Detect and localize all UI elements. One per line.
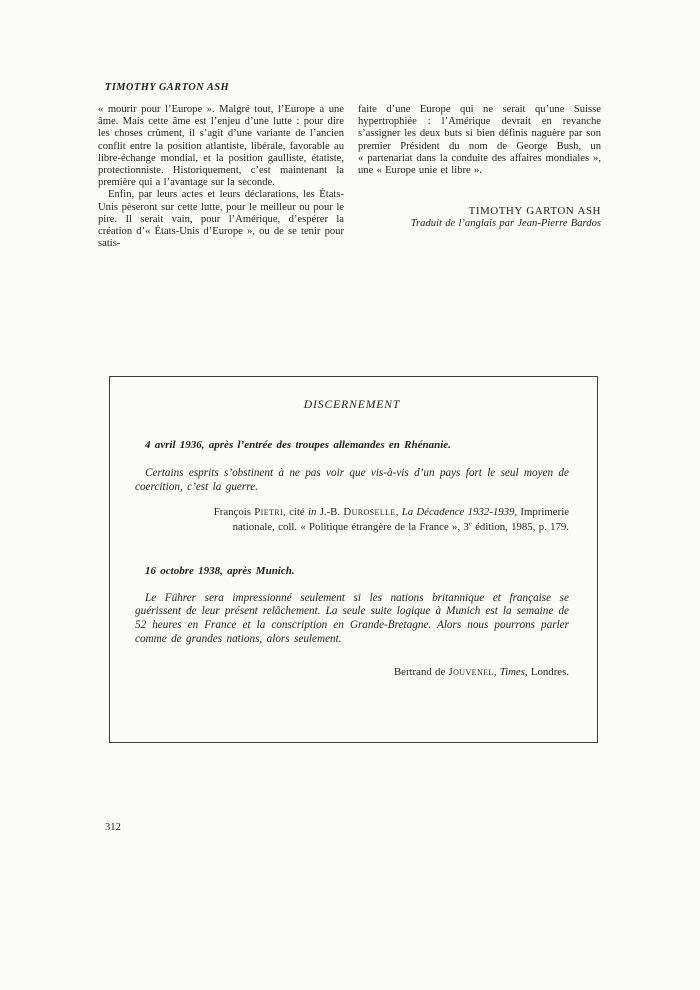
article-paragraph: faite d’une Europe qui ne serait qu’une Suisse hypertrophiée : l’Amérique devrait en revanche s’assigner les deux buts si bien définis naguère par son premier Président du nom de George Bush, un « partenariat dans la conduite des affaires mondiales », une « Europe unie et libre ». (358, 104, 601, 177)
running-head: TIMOTHY GARTON ASH (105, 82, 230, 93)
quote-section-1936 (135, 439, 569, 535)
author-name: TIMOTHY GARTON ASH (468, 205, 601, 218)
quote-section-1938 (135, 565, 569, 680)
right-column (358, 104, 601, 231)
quote-heading: 4 avril 1936, après l’entrée des troupes allemandes en Rhénanie. (145, 439, 451, 451)
author-signature (358, 205, 601, 230)
discernement-box (109, 376, 598, 743)
quote-citation: François Pietri, cité in J.-B. Duroselle, La Décadence 1932-1939, Imprimerie nationale, coll. « Politique étrangère de la France », 3e édition, 1985, p. 179. (213, 506, 569, 533)
quote-heading: 16 octobre 1938, après Munich. (145, 564, 295, 577)
box-title: DISCERNEMENT (303, 398, 401, 411)
quote-citation: Bertrand de Jouvenel, Times, Londres. (393, 666, 569, 679)
quote-text: Certains esprits s’obstinent à ne pas voir que vis-à-vis d’un pays fort le seul moyen de coercition, c’est la guerre. (135, 467, 569, 493)
left-column (98, 104, 344, 250)
quote-text: Le Führer sera impressionné seulement si les nations britannique et française se guérissent de leur présent relâchement. La seule suite logique à Munich est la semaine de 52 heures en France et la conscription en Grande-Bretagne. Alors nous pourrons parler comme de grandes nations, alors seulement. (135, 591, 569, 645)
translator-credit: Traduit de l’anglais par Jean-Pierre Bardos (410, 218, 601, 230)
page-number: 312 (105, 822, 121, 833)
article-paragraph: « mourir pour l’Europe ». Malgré tout, l’Europe a une âme. Mais cette âme est l’enjeu d’une lutte : pour dire les choses crûment, il s’agit d’une variante de l’ancien conflit entre la position atlantiste, libérale, favorable au libre-échange mondial, et la position gaulliste, étatiste, protectionniste. Historiquement, c’est maintenant la première qui a l’avantage sur la seconde. (98, 104, 344, 189)
article-paragraph: Enfin, par leurs actes et leurs déclarations, les États-Unis pèseront sur cette lutte, pour le meilleur ou pour le pire. Il serait vain, pour l’Amérique, d’espérer la création d’« États-Unis d’Europe », ou de se tenir pour satis- (98, 189, 344, 250)
